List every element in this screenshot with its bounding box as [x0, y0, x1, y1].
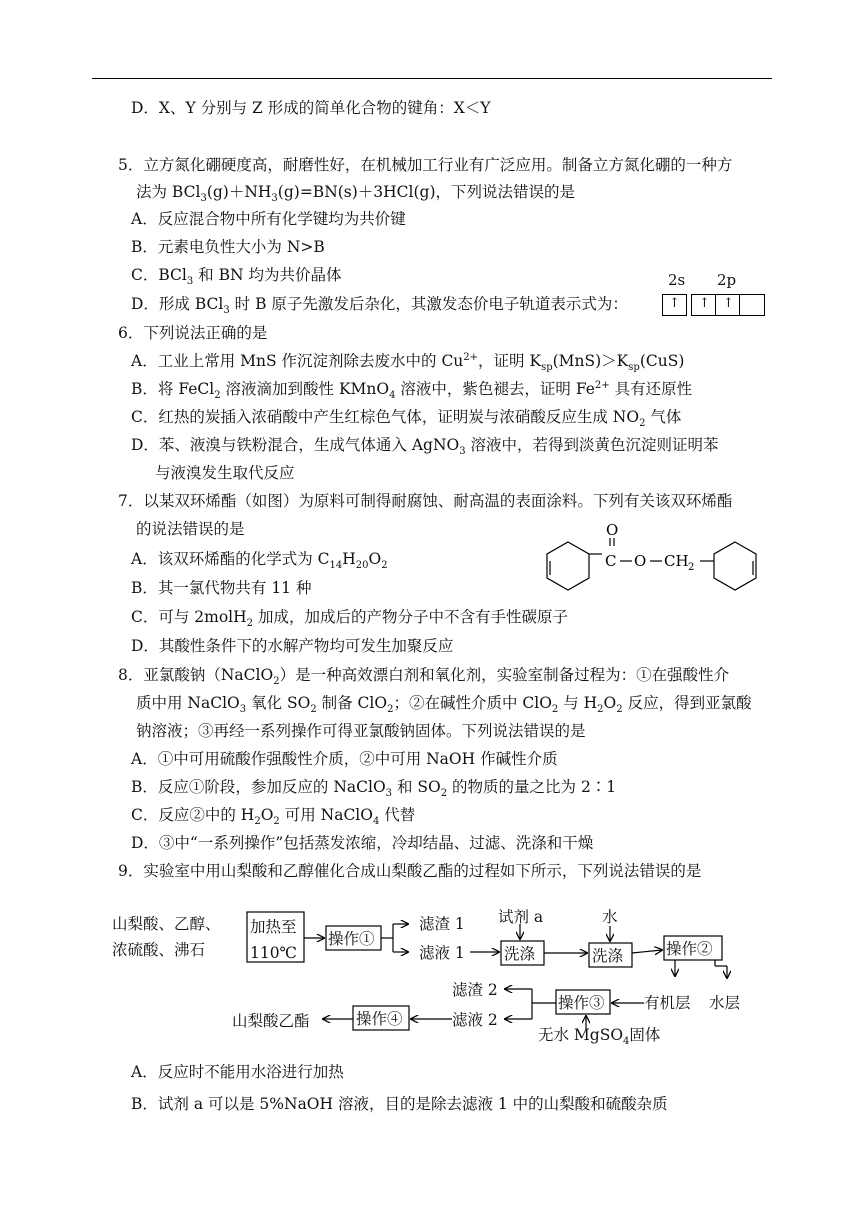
q6-option-a: A．工业上常用 MnS 作沉淀剂除去废水中的 $Cu^{2+}$，证明 $K_{sp}(MnS)>K_{sp}(CuS)$ [131, 351, 685, 374]
q7-option-c: C．可与 2molH$_2$ 加成，加成后的产物分子中不含有手性碳原子 [131, 608, 568, 630]
q7-option-d: D．其酸性条件下的水解产物均可发生加聚反应 [131, 637, 454, 655]
flow-filtrate2: 滤液 2 [452, 1011, 498, 1029]
flow-filtrate1: 滤液 1 [419, 944, 465, 962]
methylene-subscript: 2 [688, 562, 695, 573]
electron-up-arrow-icon: ↑ [669, 296, 680, 311]
q5-option-a: A．反应混合物中所有化学键均为共价键 [131, 210, 406, 228]
orbital-label-2p: 2p [717, 271, 737, 289]
carbonyl-carbon: C [605, 552, 617, 570]
header-rule [92, 78, 772, 79]
electron-up-arrow-icon: ↑ [723, 296, 734, 311]
q8-option-a: A．①中可用硫酸作强酸性介质，②中可用 NaOH 作碱性介质 [131, 750, 558, 768]
q5-option-b: B．元素电负性大小为 N>B [131, 238, 325, 256]
q8-option-d: D．③中“一系列操作”包括蒸发浓缩，冷却结晶、过滤、洗涤和干燥 [131, 834, 594, 852]
q6-stem: 6．下列说法正确的是 [118, 324, 268, 342]
q7-option-b: B．其一氯代物共有 11 种 [131, 579, 312, 597]
flow-op1-label: 操作① [328, 930, 375, 948]
q6-option-d-line1: D．苯、液溴与铁粉混合，生成气体通入 AgNO$_3$ 溶液中，若得到淡黄色沉淀则证明苯 [131, 436, 719, 458]
flow-op2-label: 操作② [666, 940, 713, 958]
orbital-label-2s: 2s [668, 271, 686, 289]
q7-stem-line2: 的说法错误的是 [136, 520, 245, 538]
orbital-divider-2 [739, 294, 740, 316]
q7-stem-line1: 7．以某双环烯酯（如图）为原料可制得耐腐蚀、耐高温的表面涂料。下列有关该双环烯酯 [118, 492, 733, 510]
flow-op3-label: 操作③ [558, 994, 605, 1012]
electron-up-arrow-icon: ↑ [699, 296, 710, 311]
q6-option-d-line2: 与液溴发生取代反应 [155, 464, 295, 482]
q8-stem-line1: 8．亚氯酸钠（NaClO$_2$）是一种高效漂白剂和氧化剂，实验室制备过程为：①在强酸性介 [118, 666, 730, 688]
q9-stem: 9．实验室中用山梨酸和乙醇催化合成山梨酸乙酯的过程如下所示，下列说法错误的是 [118, 862, 702, 880]
flow-wash2-label: 洗涤 [592, 947, 624, 965]
flow-reagent-a: 试剂 a [498, 908, 544, 926]
flow-heat-line2: 110℃ [250, 944, 297, 962]
q8-stem-line2: 质中用 NaClO$_3$ 氧化 $SO_2$ 制备 ClO$_2$；②在碱性介质中 ClO$_2$ 与 $H_2O_2$ 反应，得到亚氯酸 [136, 694, 752, 716]
flow-heat-line1: 加热至 [250, 918, 297, 936]
q8-stem-line3: 钠溶液；③再经一系列操作可得亚氯酸钠固体。下列说法错误的是 [136, 722, 586, 740]
flow-input-line2: 浓硫酸、沸石 [112, 941, 206, 959]
q6-option-b: B．将 FeCl$_2$ 溶液滴加到酸性 KMnO$_4$ 溶液中，紫色褪去，证明 $Fe^{2+}$ 具有还原性 [131, 379, 693, 402]
flow-aqueous-layer: 水层 [709, 994, 741, 1012]
flow-residue2: 滤渣 2 [452, 981, 498, 999]
flow-organic-layer: 有机层 [644, 994, 691, 1012]
ester-oxygen: O [634, 552, 647, 570]
orbital-diagram [662, 271, 766, 317]
flow-op4-label: 操作④ [356, 1010, 403, 1028]
q5-option-c: C．BCl$_3$ 和 BN 均为共价晶体 [131, 266, 342, 288]
q5-stem-line1: 5．立方氮化硼硬度高，耐磨性好，在机械加工行业有广泛应用。制备立方氮化硼的一种方 [118, 156, 733, 174]
cyclohexene-ring-left [547, 542, 589, 590]
flow-mgso4: 无水 MgSO$_4$固体 [538, 1026, 661, 1047]
orbital-divider-1 [715, 294, 716, 316]
q7-option-a: A．该双环烯酯的化学式为 $C_{14}H_{20}O_2$ [131, 550, 388, 572]
q9-option-b: B．试剂 a 可以是 5%NaOH 溶液，目的是除去滤液 1 中的山梨酸和硫酸杂质 [131, 1095, 668, 1113]
q9-option-a: A．反应时不能用水浴进行加热 [131, 1063, 344, 1081]
ester-structure-diagram [528, 516, 788, 602]
flow-residue1: 滤渣 1 [419, 915, 465, 933]
synthesis-flowchart [100, 900, 780, 1050]
q6-option-c: C．红热的炭插入浓硝酸中产生红棕色气体，证明炭与浓硝酸反应生成 $NO_2$ 气体 [131, 408, 682, 430]
q5-stem-line2: 法为 $BCl_3(g)+NH_3(g)=BN(s)+3HCl(g)$，下列说法错误的是 [136, 183, 576, 205]
carbonyl-oxygen: O [606, 521, 619, 539]
methylene-ch: CH [664, 552, 689, 570]
q4-option-d: D．X、Y 分别与 Z 形成的简单化合物的键角：X＜Y [131, 99, 491, 117]
q8-option-b: B．反应①阶段，参加反应的 NaClO$_3$ 和 $SO_2$ 的物质的量之比为 2∶1 [131, 778, 617, 800]
flow-wash1-label: 洗涤 [504, 945, 536, 963]
flow-product: 山梨酸乙酯 [232, 1012, 310, 1030]
q8-option-c: C．反应②中的 $H_2O_2$ 可用 NaClO$_4$ 代替 [131, 806, 416, 828]
flow-input-line1: 山梨酸、乙醇、 [112, 915, 221, 933]
cyclohexene-ring-right [714, 542, 756, 590]
q5-option-d: D．形成 BCl$_3$ 时 B 原子先激发后杂化，其激发态价电子轨道表示式为： [131, 295, 628, 317]
flow-water: 水 [602, 908, 618, 926]
